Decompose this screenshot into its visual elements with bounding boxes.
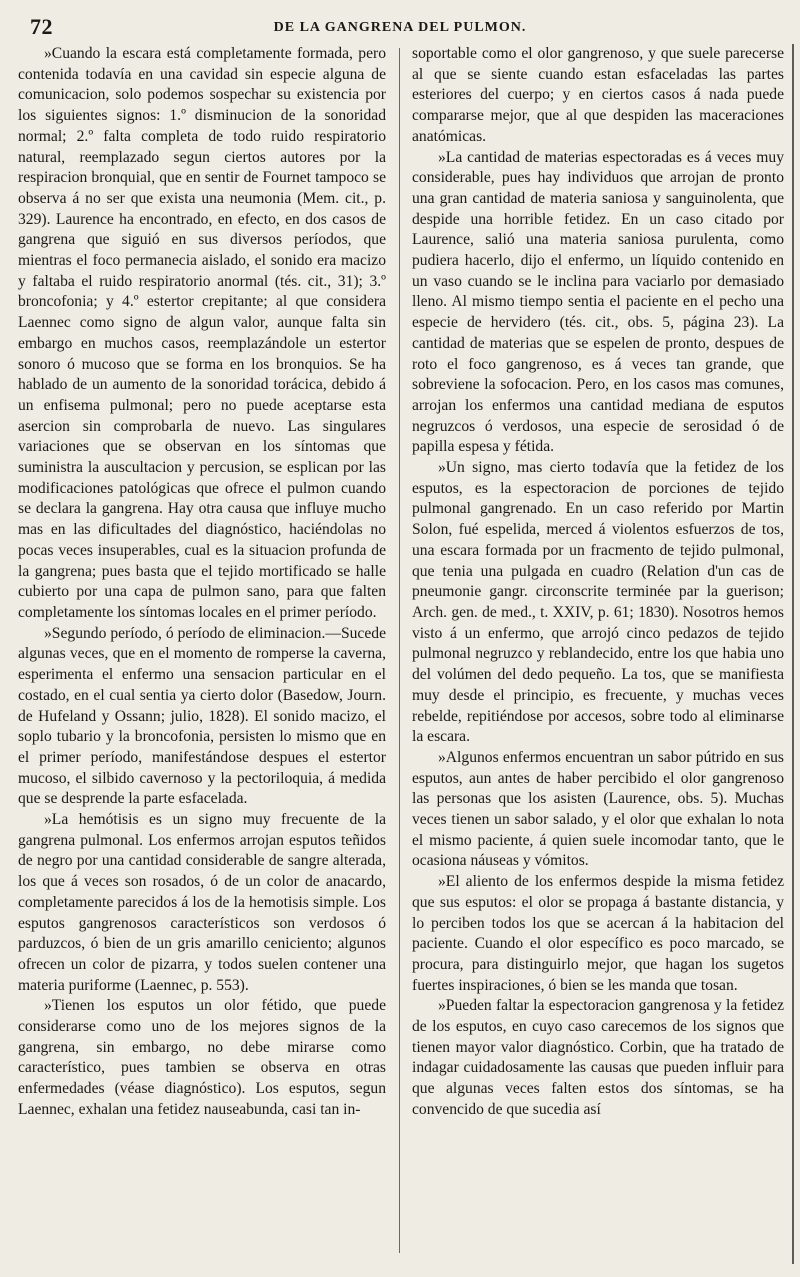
- paragraph: »La cantidad de materias espectoradas es á veces muy considerable, pues hay individuos que arrojan de pronto una gran cantidad de materia saniosa y sanguinolenta, que despide una horrible fetidez. En un caso citado por Laurence, salió una materia saniosa purulenta, como pudiera hacerlo, dijo el enfermo, un líquido contenido en un vaso cuando se le inclina para vaciarlo por demasiado lleno. Al mismo tiempo sentia el paciente en el pecho una especie de hervidero (tés. cit., obs. 5, página 23). La cantidad de materias que se espelen de pronto, despues de roto el foco gangrenoso, es á veces tan grande, que sobreviene la sofocacion. Pero, en los casos mas comunes, arrojan los enfermos una cantidad mediana de esputos negruzcos ó verdosos, una especie de serosidad ó de papilla espesa y fétida.: [412, 148, 784, 456]
- left-column: [18, 44, 386, 1121]
- right-column: [412, 44, 784, 1121]
- paragraph: »El aliento de los enfermos despide la misma fetidez que sus esputos: el olor se propaga á bastante distancia, y lo perciben todos los que se acercan á la habitacion del paciente. Cuando el olor específico es poco marcado, se procura, para distinguirlo mejor, que hagan los sugetos fuertes inspiraciones, ó bien se les manda que tosan.: [412, 873, 784, 994]
- paragraph: »Un signo, mas cierto todavía que la fetidez de los esputos, es la espectoracion de porciones de tejido pulmonal gangrenado. En un caso referido por Martin Solon, fué espelida, merced á violentos esfuerzos de tos, una escara formada por un fracmento de tejido pulmonal, que tenia una pulgada en cuadro (Relation d'un cas de pneumonie gangr. circonscrite terminée par la guerison; Arch. gen. de med., t. XXIV, p. 61; 1830). Nosotros hemos visto á un enfermo, que arrojó cinco pedazos de tejido pulmonal negruzco y reblandecido, entre los que habia uno del volúmen del dedo pequeño. La tos, que se manifiesta muy desde el principio, es frecuente, y muchas veces rebelde, repitiéndose por accesos, sobre todo al eliminarse la escara.: [412, 459, 784, 746]
- page-header: [18, 12, 782, 42]
- paragraph-continued: soportable como el olor gangrenoso, y que suele parecerse al que se siente cuando estan esfaceladas las partes esteriores del cuerpo; y en ciertos casos á nada puede compararse mejor, que al que despiden las maceraciones anatómicas.: [412, 45, 784, 145]
- column-divider: [399, 48, 400, 1253]
- paragraph: »Segundo período, ó período de eliminacion.—Sucede algunas veces, que en el momento de romperse la caverna, esperimenta el enfermo una sensacion particular en el costado, en el cual sentia ya cierto dolor (Basedow, Journ. de Hufeland y Ossann; julio, 1828). El sonido macizo, el soplo tubario y la broncofonia, persisten lo mismo que en el primer período, manifestándose despues el estertor mucoso, el silbido cavernoso y la pectoriloquia, á medida que se desprende la parte esfacelada.: [18, 624, 386, 808]
- page-edge-shadow: [792, 44, 794, 1264]
- running-title: DE LA GANGRENA DEL PULMON.: [273, 20, 527, 35]
- paragraph: »Algunos enfermos encuentran un sabor pútrido en sus esputos, aun antes de haber percibido el olor gangrenoso las personas que los asisten (Laurence, obs. 5). Muchas veces tienen un sabor salado, y el olor que exhalan lo nota el mismo paciente, á quien suele incomodar tanto, que le ocasiona náuseas y vómitos.: [412, 748, 784, 870]
- paragraph: »Cuando la escara está completamente formada, pero contenida todavía en una cavidad sin especie alguna de comunicacion, solo podemos sospechar su existencia por los siguientes signos: 1.º disminucion de la sonoridad normal; 2.º falta completa de todo ruido respiratorio natural, reemplazado segun ciertos autores por la respiracion bronquial, que en sentir de Fournet tampoco se observa á no ser que exista una neumonia (Mem. cit., p. 329). Laurence ha encontrado, en efecto, en dos casos de gangrena que siguió en sus diversos períodos, que mientras el foco permanecia aislado, el sonido era macizo y faltaba el ruido respiratorio anormal (tés. cit., 31); 3.º broncofonia; y 4.º estertor crepitante; al que considera Laennec como signo de algun valor, aunque falta sin embargo en muchos casos, reemplazándole un estertor sonoro ó mucoso que se forma en los bronquios. Se ha hablado de un aumento de la sonoridad torácica, debido á un enfisema pulmonal; pero no puede aceptarse esta asercion sin comprobarla de nuevo. Las singulares variaciones que se observan en los síntomas que suministra la auscultacion y percusion, se esplican por las modificaciones patológicas que ofrece el pulmon cuando se declara la gangrena. Hay otra causa que influye mucho mas en las dificultades del diagnóstico, haciéndolas no pocas veces insuperables, cual es la situacion profunda de la gangrena; pues basta que el tejido mortificado se halle cubierto por una capa de pulmon sano, para que falten completamente los síntomas locales en el primer período.: [18, 45, 386, 621]
- paragraph: »Pueden faltar la espectoracion gangrenosa y la fetidez de los esputos, en cuyo caso carecemos de los signos que tienen mayor valor diagnóstico. Corbin, que ha tratado de indagar cuidadosamente las causas que pueden influir para que algunas veces falten estos dos síntomas, se ha convencido de que sucedia así: [412, 997, 784, 1118]
- paragraph: »La hemótisis es un signo muy frecuente de la gangrena pulmonal. Los enfermos arrojan esputos teñidos de negro por una cantidad considerable de sangre alterada, los que á veces son rosados, ó de un color de anacardo, completamente parecidos á los de la hemotisis simple. Los esputos gangrenosos característicos son verdosos ó parduzcos, ó bien de un gris amarillo ceniciento; algunos ofrecen un color de pizarra, y todos suelen contener una materia puriforme (Laennec, p. 553).: [18, 811, 386, 994]
- page-number: 72: [30, 14, 53, 39]
- paragraph: »Tienen los esputos un olor fétido, que puede considerarse como uno de los mejores signos de la gangrena, sin embargo, no debe mirarse como característico, pues tambien se observa en otras enfermedades (véase diagnóstico). Los esputos, segun Laennec, exhalan una fetidez nauseabunda, casi tan in-: [18, 997, 386, 1118]
